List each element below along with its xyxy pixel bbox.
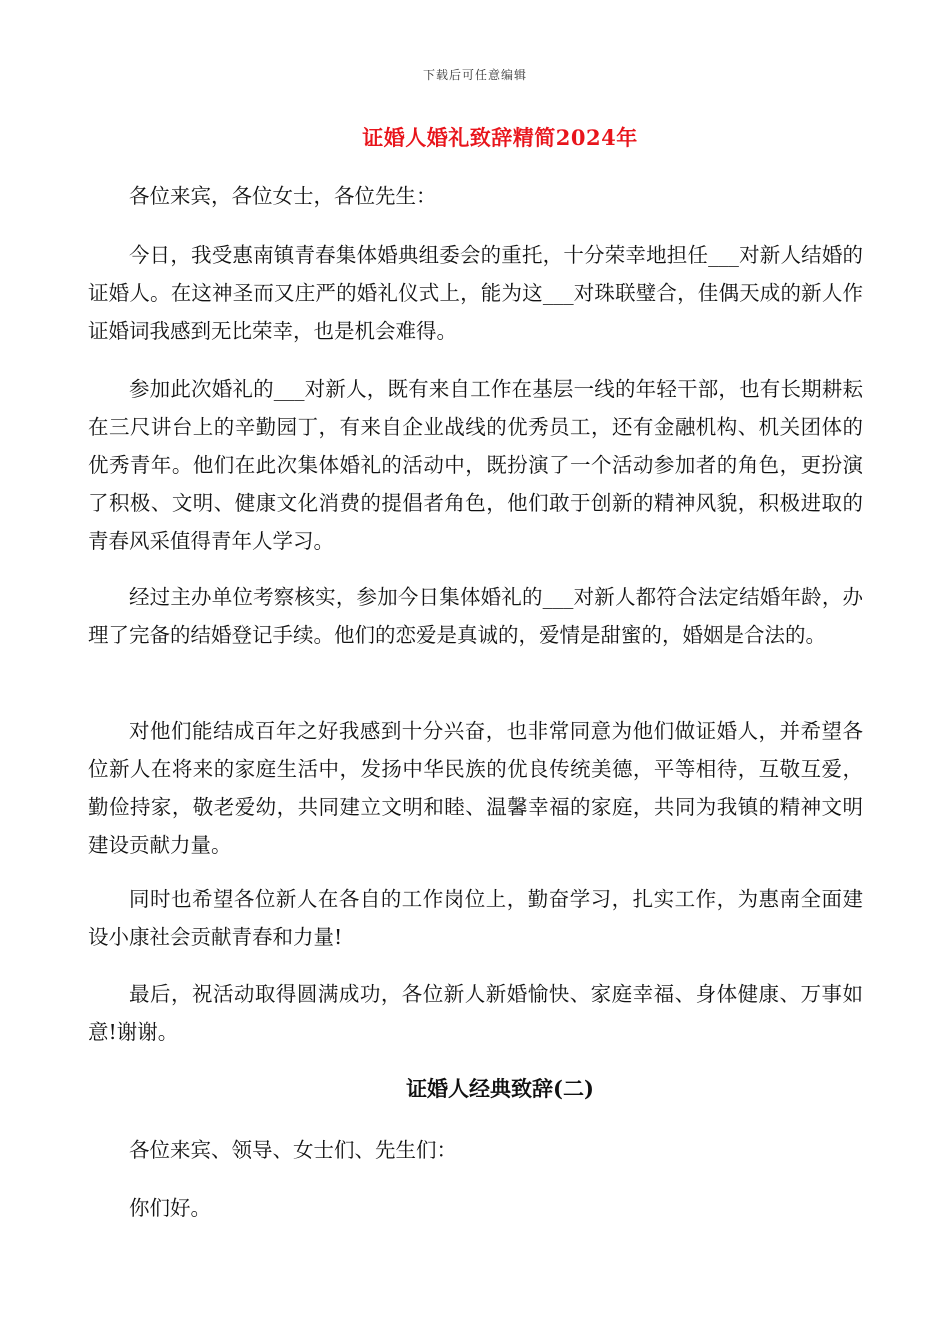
paragraph-6: 最后，祝活动取得圆满成功，各位新人新婚愉快、家庭幸福、身体健康、万事如意!谢谢。 — [88, 982, 863, 1044]
paragraph-3: 经过主办单位考察核实，参加今日集体婚礼的___对新人都符合法定结婚年龄，办理了完备的结婚登记手续。他们的恋爱是真诚的，爱情是甜蜜的，婚姻是合法的。 — [88, 585, 863, 647]
paragraph-block-1 — [88, 236, 863, 350]
header-note: 下载后可任意编辑 — [422, 68, 527, 82]
paragraph-block-5 — [88, 880, 863, 956]
paragraph-2: 参加此次婚礼的___对新人，既有来自工作在基层一线的年轻干部，也有长期耕耘在三尺讲台上的辛勤园丁，有来自企业战线的优秀员工，还有金融机构、机关团体的优秀青年。他们在此次集体婚礼的活动中，既扮演了一个活动参加者的角色，更扮演了积极、文明、健康文化消费的提倡者角色，他们敢于创新的精神风貌，积极进取的青春风采值得青年人学习。 — [88, 377, 863, 553]
section-subtitle: 证婚人经典致辞(二) — [406, 1076, 594, 1101]
paragraph-block-4 — [88, 712, 863, 864]
greeting-block-2 — [88, 1131, 863, 1169]
paragraph-1: 今日，我受惠南镇青春集体婚典组委会的重托，十分荣幸地担任___对新人结婚的证婚人。在这神圣而又庄严的婚礼仪式上，能为这___对珠联璧合，佳偶天成的新人作证婚词我感到无比荣幸，也是机会难得。 — [88, 243, 863, 343]
paragraph-4: 对他们能结成百年之好我感到十分兴奋，也非常同意为他们做证婚人，并希望各位新人在将来的家庭生活中，发扬中华民族的优良传统美德，平等相待，互敬互爱，勤俭持家，敬老爱幼，共同建立文明和睦、温馨幸福的家庭，共同为我镇的精神文明建设贡献力量。 — [88, 719, 863, 857]
paragraph-hello: 你们好。 — [129, 1196, 211, 1220]
document-title: 证婚人婚礼致辞精简2024年 — [362, 125, 638, 150]
paragraph-block-6 — [88, 975, 863, 1051]
paragraph-greeting-2: 各位来宾、领导、女士们、先生们： — [129, 1138, 457, 1162]
paragraph-block-2 — [88, 370, 863, 560]
paragraph-greeting: 各位来宾，各位女士，各位先生： — [129, 184, 437, 208]
paragraph-block-hello — [88, 1189, 863, 1227]
greeting-block — [88, 177, 863, 215]
paragraph-5: 同时也希望各位新人在各自的工作岗位上，勤奋学习，扎实工作，为惠南全面建设小康社会贡献青春和力量! — [88, 887, 863, 949]
paragraph-block-3 — [88, 578, 863, 654]
